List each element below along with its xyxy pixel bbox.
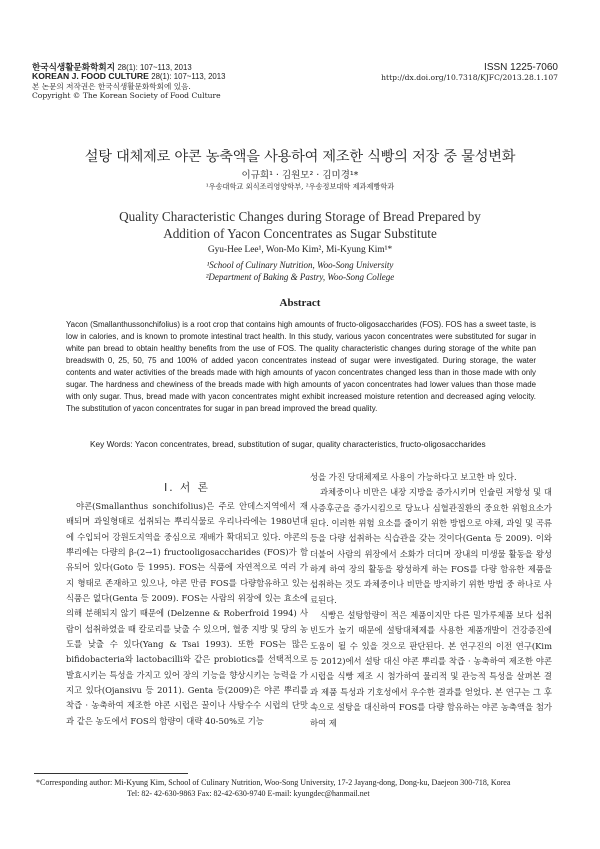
footnote-divider	[34, 773, 188, 774]
journal-volume-ko: 28(1): 107~113, 2013	[117, 63, 192, 72]
body-paragraph: 성을 가진 당대체제로 사용이 가능하다고 보고한 바 있다.	[310, 472, 517, 482]
title-korean: 설탕 대체제로 야콘 농축액을 사용하여 제조한 식빵의 저장 중 물성변화	[84, 149, 516, 165]
authors-korean: 이규희¹ · 김원모² · 김미경¹*	[241, 170, 359, 181]
journal-header	[32, 63, 225, 100]
doi-link[interactable]: http://dx.doi.org/10.7318/KJFC/2013.28.1.107	[381, 73, 558, 82]
keywords: Key Words: Yacon concentrates, bread, substitution of sugar, quality characteristics, fructo-oligosaccharides	[90, 439, 486, 449]
abstract-heading: Abstract	[279, 297, 321, 309]
authors-english: Gyu-Hee Lee¹, Won-Mo Kim², Mi-Kyung Kim¹*	[207, 245, 393, 255]
affiliation-korean: ¹우송대학교 외식조리영양학부, ²우송정보대학 제과제빵학과	[205, 182, 395, 191]
body-paragraph: 식빵은 설탕함량이 적은 제품이지만 다른 밀가루제품 보다 섭취빈도가 높기 때문에 설탕대체제를 사용한 제품개발이 건강증진에 도움이 될 수 있을 것으로 판단된다. 본 연구진의 이전 연구(Kim 등 2012)에서 설탕 대신 야콘 뿌리를 착즙 · 농축하여 제조한 야콘 시럽을 식빵 제조 시 첨가하여 물리적 및 관능적 특성을 살펴본 결과 제품 특성과 기호성에서 우수한 결과를 얻었다. 본 연구는 그 후속으로 설탕을 대신하여 FOS를 다량 함유하는 야콘 농축액을 첨가하여 제	[310, 610, 552, 728]
body-paragraph: 과체중이나 비만은 내장 지방을 증가시키며 인슐린 저항성 및 대사증후군을 증가시킴으로 당뇨나 심혈관질환의 중요한 위험요소가 된다. 이러한 위험 요소를 줄이기 위한 방법으로 야채, 과일 및 곡류 등을 다량 섭취하는 식습관을 갖는 것이다(Genta 등 2009). 이와 더불어 사람의 위장에서 소화가 더디며 장내의 미생물 활동을 왕성하게 하여 장의 활동을 왕성하게 하는 FOS를 다량 함유한 제품을 섭취하는 것도 과체중이나 비만을 방지하기 위한 방법 중 하나로 사료된다.	[310, 487, 552, 605]
copyright-en: Copyright © The Korean Society of Food Culture	[32, 90, 221, 100]
issn-block	[381, 63, 558, 83]
affiliation-english-2: ²Department of Baking & Pastry, Woo-Song College	[205, 272, 395, 282]
journal-name-ko: 한국식생활문화학회지	[32, 62, 116, 72]
body-paragraph: 야콘(Smallanthus sonchifolius)은 주로 안데스지역에서 재배되며 과일형태로 섭취되는 뿌리식물로 우리나라에는 1980년대에 수입되어 강원도지역을 중심으로 재배가 확대되고 있다. 야콘의 뿌리에는 다량의 β-(2→1) fructooligosaccharides (FOS)가 함유되어 있다(Goto 등 1995). FOS는 식품에 자연적으로 여러 가지 형태로 존재하고 있으나, 야콘 만큼 FOS를 다량함유하고 있는 식품은 없다(Genta 등 2009). FOS는 사람의 위장에 있는 효소에 의해 분해되지 않기 때문에 (Delzenne & Roberfroid 1994) 사람이 섭취하였을 때 칼로리를 낮출 수 있으며, 혈중 지방 및 당의 농도를 낮출 수 있다(Yang & Tsai 1993). 또한 FOS는 많은 bifidobacteria와 lactobacilli와 같은 probiotics를 선택적으로 발효시키는 특성을 가지고 있어 장의 기능을 향상시키는 능력을 가지고 있다(Ojansivu 등 2011). Genta 등(2009)은 야콘 뿌리를 착즙 · 농축하여 제조한 야콘 시럽은 꿀이나 사탕수수 시럽의 단맛과 같은 농도에서 FOS의 함량이 대략 40-50%로 기능	[66, 501, 308, 726]
corresponding-author-footnote	[36, 777, 556, 799]
title-english-line2: Addition of Yacon Concentrates as Sugar Substitute	[163, 226, 437, 241]
issn: ISSN 1225-7060	[484, 62, 558, 73]
affiliation-english	[0, 259, 600, 283]
body-column-right	[310, 470, 552, 731]
journal-name-en: KOREAN J. FOOD CULTURE	[32, 71, 149, 82]
footnote-author: *Corresponding author: Mi-Kyung Kim, School of Culinary Nutrition, Woo-Song University, 17-2 Jayang-dong, Dong-ku, Daejeon 300-718, Korea	[36, 778, 511, 787]
affiliation-english-1: ¹School of Culinary Nutrition, Woo-Song University	[206, 260, 394, 270]
abstract-body: Yacon (Smallanthussonchifolius) is a root crop that contains high amounts of fructo-oligosaccharides (FOS). FOS has a sweet taste, is low in calories, and is known to promote intestinal tract health. In this study, various yacon concentrates were substituted for sugar in white pan bread to obtain healthy benefits from the use of FOS. The quality characteristic changes during storage of the white pan breadswith 0, 25, 50, 75 and 100% of added yacon concentrates instead of sugar were investigated. During storage, the water contents and water activities of the breads made with high amounts of yacon concentrates changed less than in those made with only sugar. The hardness and chewiness of the breads made with high amounts of yacon concentrates had lower values than those made with only sugar. Thus, bread made with yacon concentrates might exhibit increased moisture retention and decreased aging velocity. The substitution of yacon concentrates for sugar in pan bread improved the bread quality.	[66, 320, 536, 414]
section-heading-introduction: I. 서 론	[164, 482, 210, 494]
title-english	[0, 208, 600, 242]
footnote-contact: Tel: 82- 42-630-9863 Fax: 82-42-630-9740 E-mail: kyungdec@hanmail.net	[127, 789, 370, 798]
copyright-ko: 본 논문의 저작권은 한국식생활문화학회에 있음.	[32, 81, 191, 91]
body-column-left	[66, 499, 308, 729]
journal-volume-en: 28(1): 107~113, 2013	[151, 72, 226, 82]
title-english-line1: Quality Characteristic Changes during Storage of Bread Prepared by	[119, 209, 481, 224]
